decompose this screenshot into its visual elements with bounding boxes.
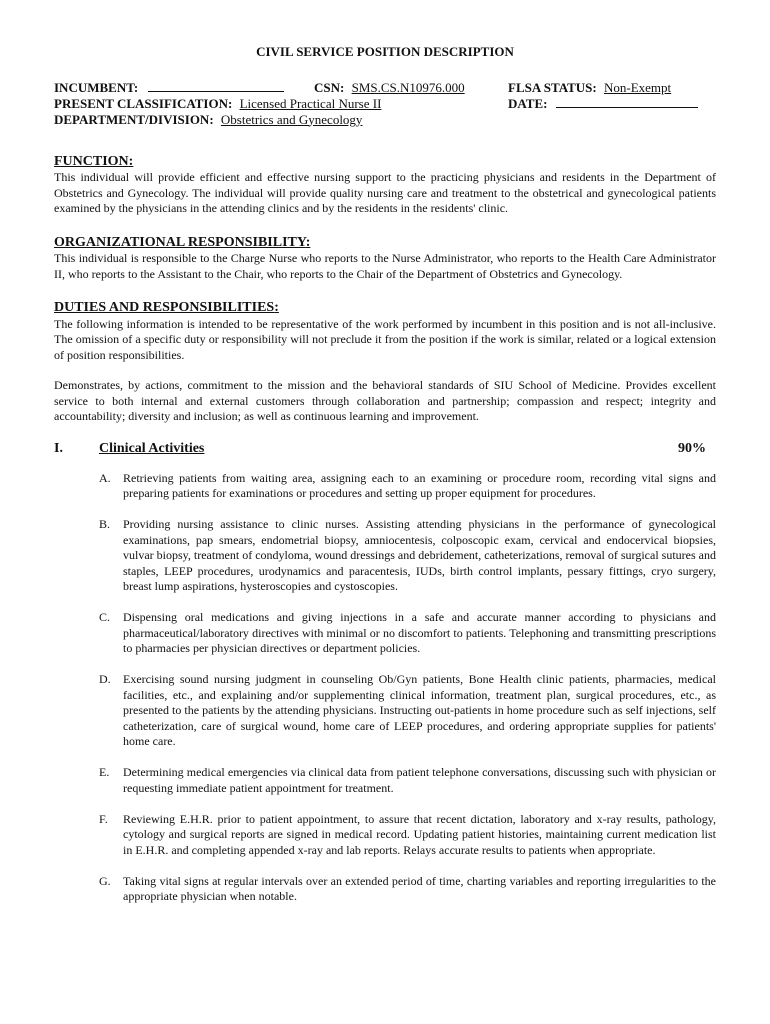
list-item: C. Dispensing oral medications and giving injections in a safe and accurate manner according to physicians and pharmaceutical/laboratory directives with minimal or no discomfort to patients. Telephoning and transmitting prescriptions to pharmacies per physician directives or department policies. <box>99 610 716 655</box>
csn-label: CSN: <box>314 79 345 95</box>
classification-field <box>54 96 381 112</box>
incumbent-blank <box>148 80 284 92</box>
classification-value: Licensed Practical Nurse II <box>239 95 382 111</box>
function-heading: FUNCTION: <box>54 153 134 169</box>
org-responsibility-text: This individual is responsible to the Charge Nurse who reports to the Nurse Administrator, who reports to the Health Care Administrator II, who reports to the Assistant to the Chair, who reports to the Chair of the Department of Obstetrics and Gynecology. <box>54 251 716 281</box>
classification-label: PRESENT CLASSIFICATION: <box>54 95 233 111</box>
duties-intro-text: The following information is intended to be representative of the work performed by incumbent in this position and is not all-inclusive. The omission of a specific duty or responsibility will not preclude it from the position if the work is similar, related or a logical extension of position responsibilities. <box>54 316 716 362</box>
list-item: D. Exercising sound nursing judgment in counseling Ob/Gyn patients, Bone Health clinic patients, pharmacies, medical facilities, etc., and explaining and/or supplementing clinical information, treatment plan, surgical procedures, etc., as presented to the patients by the attending physicians. Instructing out-patients in home procedure such as self injections, self catheterization, care of surgical wound, home care of LEEP procedures, and ordering appropriate supplies for patients' home care. <box>99 672 716 748</box>
department-value: Obstetrics and Gynecology <box>220 111 363 127</box>
flsa-field <box>508 80 671 96</box>
flsa-value: Non-Exempt <box>604 79 672 95</box>
org-responsibility-heading: ORGANIZATIONAL RESPONSIBILITY: <box>54 234 311 250</box>
flsa-label: FLSA STATUS: <box>508 79 597 95</box>
date-field <box>508 96 698 112</box>
section-label: Clinical Activities <box>99 440 205 456</box>
section-percent: 90% <box>678 440 706 456</box>
list-item: F. Reviewing E.H.R. prior to patient appointment, to assure that recent dictation, laboratory and x-ray results, pathology, cytology and surgical reports are signed in medical record. Updating patient histories, maintaining current medication list in E.H.R. and completing appended x-ray and lab reports. Relays accurate results to patients when appropriate. <box>99 811 716 857</box>
csn-field <box>314 80 465 96</box>
document-title: CIVIL SERVICE POSITION DESCRIPTION <box>256 44 514 59</box>
incumbent-label: INCUMBENT: <box>54 79 139 95</box>
duties-mission-text: Demonstrates, by actions, commitment to the mission and the behavioral standards of SIU School of Medicine. Provides excellent service to both internal and external customers through collaboration and partnership; compassion and respect; integrity and accountability; diversity and inclusion; as well as continuous learning and improvement. <box>54 378 716 423</box>
clinical-items-list <box>54 471 716 905</box>
list-item: A. Retrieving patients from waiting area, assigning each to an examining or procedure room, recording vital signs and preparing patients for examinations or procedures and setting up proper equipment for procedures. <box>99 470 716 500</box>
duties-heading: DUTIES AND RESPONSIBILITIES: <box>54 300 279 315</box>
csn-value: SMS.CS.N10976.000 <box>351 79 465 95</box>
function-text: This individual will provide efficient and effective nursing support to the practicing physicians and residents in the Department of Obstetrics and Gynecology. The individual will provide quality nursing care and treatment to the obstetrical and gynecological patients examined by the physicians in the attending clinics and by the residents in the residents' clinic. <box>54 170 716 215</box>
list-item: E. Determining medical emergencies via clinical data from patient telephone conversations, discussing such with physician or requesting immediate patient appointment for treatment. <box>99 765 716 795</box>
department-field <box>54 112 362 128</box>
department-label: DEPARTMENT/DIVISION: <box>54 111 214 127</box>
section-numeral: I. <box>54 440 63 456</box>
date-label: DATE: <box>508 95 548 111</box>
list-item: B. Providing nursing assistance to clinic nurses. Assisting attending physicians in the performance of gynecological examinations, pap smears, endometrial biopsy, amniocentesis, colposcopic exam, cervical and endocervical biopsies, vulvar biopsy, treatment of condyloma, wound dressings and debridement, catheterizations, removal of surgical sutures and staples, LEEP procedures, urodynamics and paracentesis, IUDs, birth control implants, pessary fittings, cryo surgery, breast lump aspirations, hysteroscopies and cystoscopies. <box>99 517 716 593</box>
header-block <box>54 80 716 128</box>
incumbent-field <box>54 80 284 96</box>
list-item: G. Taking vital signs at regular intervals over an extended period of time, charting variables and reporting irregularities to the appropriate physician when notable. <box>99 873 716 903</box>
date-blank <box>556 96 698 108</box>
position-description-page <box>54 44 716 920</box>
clinical-activities-heading <box>54 441 716 461</box>
